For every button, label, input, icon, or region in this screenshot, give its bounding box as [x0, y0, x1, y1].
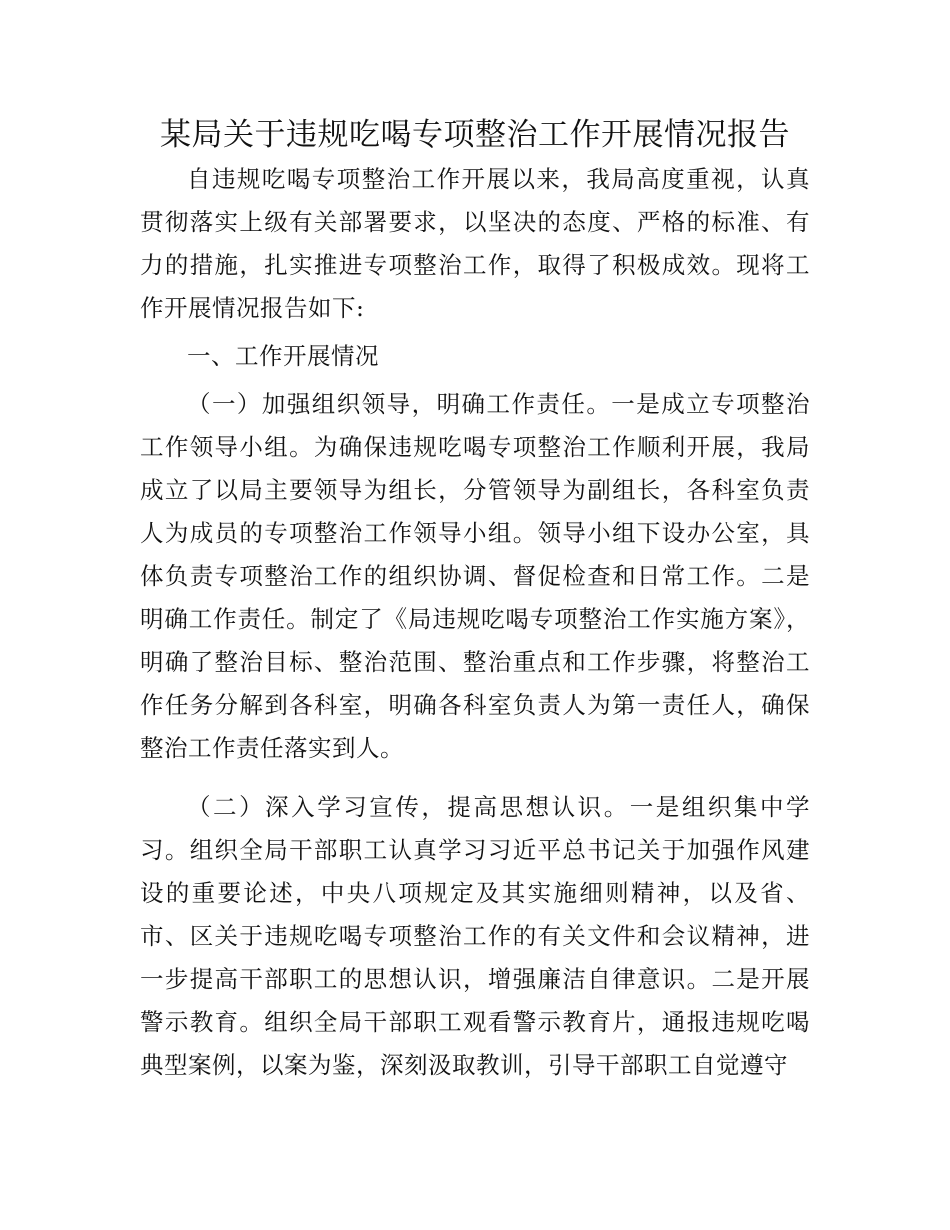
- document-title: 某局关于违规吃喝专项整治工作开展情况报告: [160, 117, 790, 153]
- intro-paragraph: 自违规吃喝专项整治工作开展以来，我局高度重视，认真贯彻落实上级有关部署要求，以坚决的态度、严格的标准、有力的措施，扎实推进专项整治工作，取得了积极成效。现将工作开展情况报告如下:: [140, 165, 810, 322]
- body-paragraph-organization: （一）加强组织领导，明确工作责任。一是成立专项整治工作领导小组。为确保违规吃喝专项整治工作顺利开展，我局成立了以局主要领导为组长，分管领导为副组长，各科室负责人为成员的专项整治工作领导小组。领导小组下设办公室，具体负责专项整治工作的组织协调、督促检查和日常工作。二是明确工作责任。制定了《局违规吃喝专项整治工作实施方案》，明确了整治目标、整治范围、整治重点和工作步骤，将整治工作任务分解到各科室，明确各科室负责人为第一责任人，确保整治工作责任落实到人。: [140, 390, 810, 762]
- section-heading: 一、工作开展情况: [187, 342, 379, 370]
- body-paragraph-study: （二）深入学习宣传，提高思想认识。一是组织集中学习。组织全局干部职工认真学习习近平总书记关于加强作风建设的重要论述，中央八项规定及其实施细则精神，以及省、市、区关于违规吃喝专项整治工作的有关文件和会议精神，进一步提高干部职工的思想认识，增强廉洁自律意识。二是开展警示教育。组织全局干部职工观看警示教育片，通报违规吃喝典型案例，以案为鉴，深刻汲取教训，引导干部职工自觉遵守: [140, 793, 810, 1079]
